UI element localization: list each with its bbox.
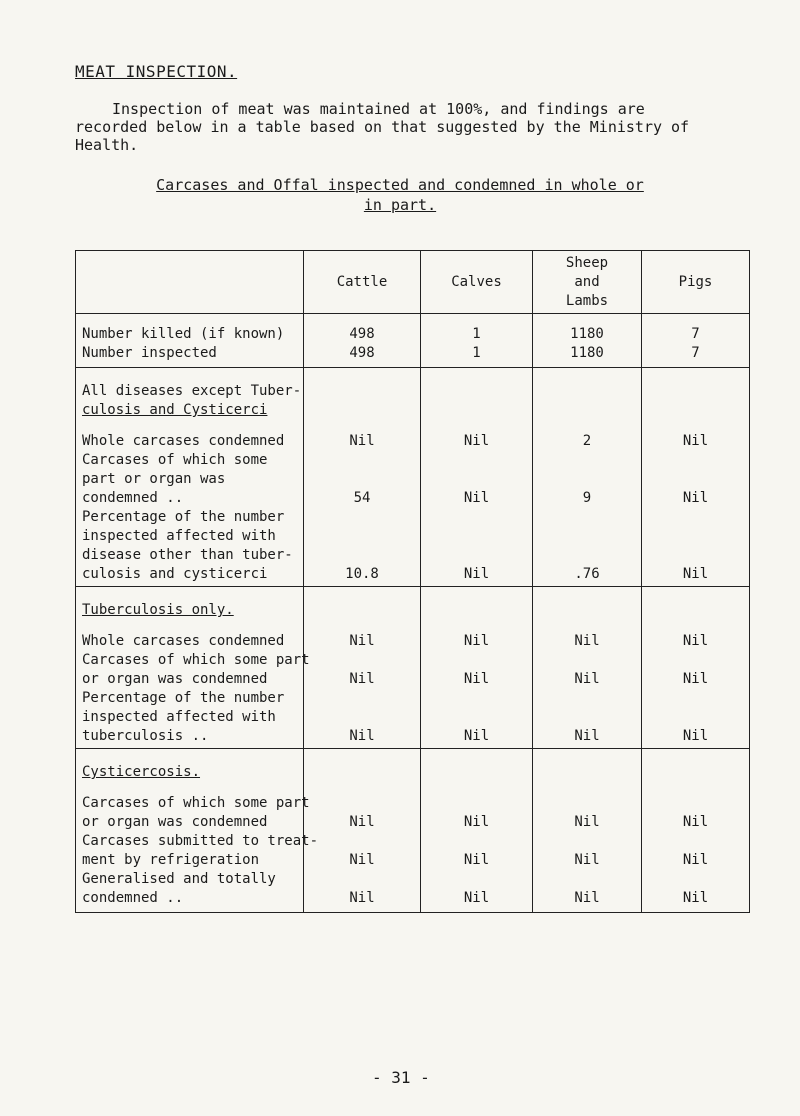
row-label: Carcases submitted to treat- xyxy=(82,833,319,849)
cell-value: Nil xyxy=(349,890,375,906)
page-number: - 31 - xyxy=(372,1068,430,1087)
cell-value: Nil xyxy=(682,852,709,868)
all-diseases-labels xyxy=(76,368,304,587)
section-title: All diseases except Tuber- xyxy=(82,383,302,399)
row-label: Whole carcases condemned xyxy=(82,633,285,649)
row-label: Number killed (if known) xyxy=(82,326,285,342)
cell-value: Nil xyxy=(682,814,709,830)
row-label: Percentage of the number xyxy=(82,509,285,525)
counts-section xyxy=(76,314,750,368)
section-title: Cysticercosis. xyxy=(82,764,201,780)
header-calves: Calves xyxy=(421,251,533,314)
cysticercosis-labels xyxy=(76,749,319,913)
cell-value: 1180 xyxy=(570,345,604,361)
cell-value: 1 xyxy=(472,345,481,361)
section-title: culosis and Cysticerci xyxy=(82,402,268,418)
row-label: Whole carcases condemned xyxy=(82,433,285,449)
page-heading: MEAT INSPECTION. xyxy=(75,62,238,81)
cell-value: Nil xyxy=(682,633,709,649)
cell-value: Nil xyxy=(463,890,490,906)
row-label: Percentage of the number xyxy=(82,690,285,706)
cell-value: 1 xyxy=(472,326,481,342)
cell-value: Nil xyxy=(682,433,709,449)
cell-value: Nil xyxy=(463,728,490,744)
cell-value: 7 xyxy=(691,345,700,361)
row-label: inspected affected with xyxy=(82,709,276,725)
cell-value: Nil xyxy=(463,852,490,868)
cell-value: Nil xyxy=(349,671,375,687)
cell-value: Nil xyxy=(574,852,600,868)
subtitle-line: in part. xyxy=(363,196,437,214)
row-label: inspected affected with xyxy=(82,528,276,544)
cell-value: 10.8 xyxy=(345,566,379,582)
cell-value: 498 xyxy=(349,345,375,361)
row-label: disease other than tuber- xyxy=(82,547,293,563)
cell-value: Nil xyxy=(463,671,490,687)
intro-line: recorded below in a table based on that suggested by the Ministry of xyxy=(75,118,690,136)
row-label: culosis and cysticerci xyxy=(82,566,268,582)
intro-line: Inspection of meat was maintained at 100%, and findings are xyxy=(112,100,645,118)
tuberculosis-labels xyxy=(76,587,310,749)
cell-value: Nil xyxy=(463,566,490,582)
cell-value: 2 xyxy=(582,433,592,449)
cell-value: Nil xyxy=(682,671,709,687)
intro-paragraph xyxy=(75,100,765,154)
cell-value: 9 xyxy=(582,490,592,506)
cell-value: 1180 xyxy=(570,326,604,342)
row-label: ment by refrigeration xyxy=(82,852,260,868)
cell-value: Nil xyxy=(682,890,709,906)
cell-value: 498 xyxy=(349,326,375,342)
tuberculosis-section xyxy=(76,587,750,749)
cell-value: Nil xyxy=(682,566,709,582)
cell-value: Nil xyxy=(574,633,600,649)
row-label: condemned .. xyxy=(82,890,184,906)
row-label: tuberculosis .. xyxy=(82,728,209,744)
cell-value: Nil xyxy=(463,814,490,830)
section-title: Tuberculosis only. xyxy=(82,602,234,618)
counts-labels xyxy=(76,314,304,368)
cell-value: .76 xyxy=(574,566,600,582)
header-blank xyxy=(76,251,304,314)
row-label: Carcases of which some xyxy=(82,452,268,468)
header-row xyxy=(76,251,750,314)
row-label: condemned .. xyxy=(82,490,184,506)
table-subtitle xyxy=(110,175,690,215)
cell-value: Nil xyxy=(349,433,375,449)
cell-value: Nil xyxy=(574,728,600,744)
cell-value: Nil xyxy=(349,814,375,830)
cell-value: Nil xyxy=(463,433,490,449)
cysticercosis-section xyxy=(76,749,750,913)
row-label: or organ was condemned xyxy=(82,814,268,830)
row-label: Carcases of which some part xyxy=(82,652,310,668)
cell-value: Nil xyxy=(349,633,375,649)
cell-value: Nil xyxy=(463,490,490,506)
cell-value: Nil xyxy=(574,890,600,906)
intro-line: Health. xyxy=(75,136,139,154)
cell-value: Nil xyxy=(574,671,600,687)
all-diseases-section xyxy=(76,368,750,587)
row-label: Carcases of which some part xyxy=(82,795,310,811)
inspection-table xyxy=(75,250,750,913)
cell-value: 54 xyxy=(353,490,371,506)
header-cattle: Cattle xyxy=(304,251,421,314)
row-label: part or organ was xyxy=(82,471,226,487)
cell-value: Nil xyxy=(682,728,709,744)
row-label: Generalised and totally xyxy=(82,871,276,887)
header-sheep: Sheep and Lambs xyxy=(533,251,642,314)
row-label: Number inspected xyxy=(82,345,217,361)
header-pigs: Pigs xyxy=(642,251,750,314)
cell-value: Nil xyxy=(574,814,600,830)
cell-value: Nil xyxy=(349,852,375,868)
subtitle-line: Carcases and Offal inspected and condemned in whole or xyxy=(156,176,644,194)
cell-value: 7 xyxy=(691,326,700,342)
cell-value: Nil xyxy=(682,490,709,506)
cell-value: Nil xyxy=(349,728,375,744)
cell-value: Nil xyxy=(463,633,490,649)
row-label: or organ was condemned xyxy=(82,671,268,687)
